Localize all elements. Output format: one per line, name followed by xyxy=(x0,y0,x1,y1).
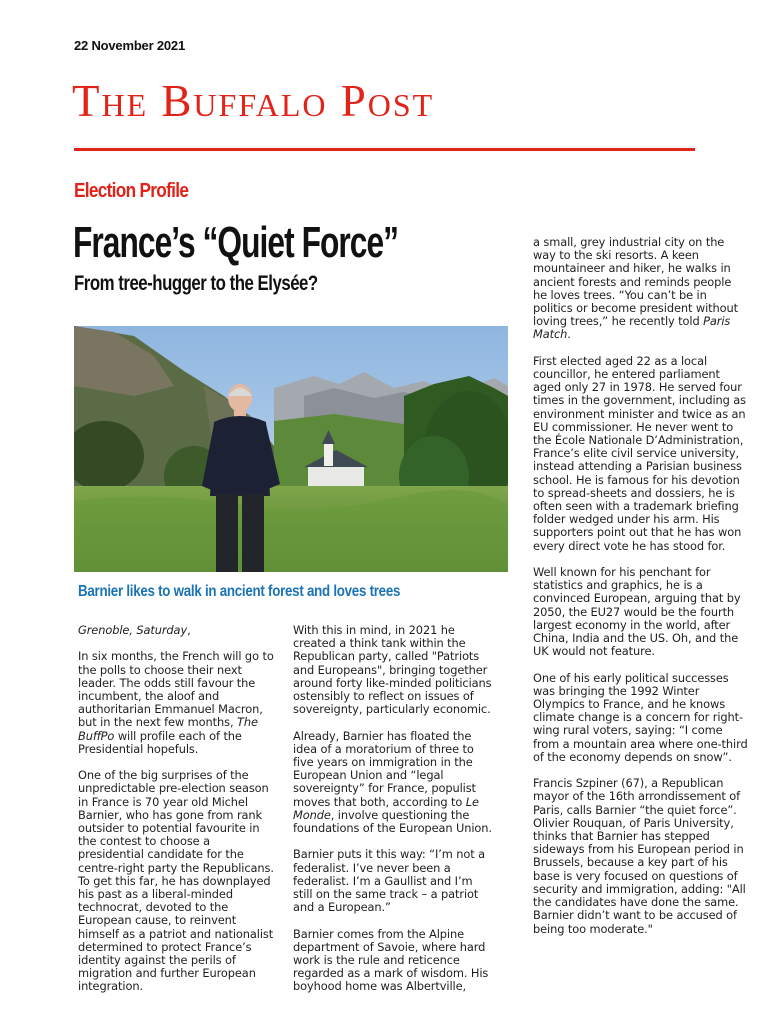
paragraph: One of his early political successes was bringing the 1992 Winter Olympics to France, and he knows climate change is a concern for right-wing rural voters, saying: “I come from a mountain area where one-third of the economy depends on snow”. xyxy=(533,670,748,764)
publication-name: Le Monde xyxy=(293,794,479,822)
paragraph: Barnier comes from the Alpine department of Savoie, where hard work is the rule and reticence regarded as a mark of wisdom. His boyhood home was Albertville, xyxy=(293,926,489,994)
paragraph: With this in mind, in 2021 he created a think tank within the Republican party, called "Patriots and Europeans", bringing together around forty like-minded politicians ostensibly to reflect on issues of sovereignty, particularly economic. xyxy=(293,623,492,717)
paragraph: Well known for his penchant for statistics and graphics, he is a convinced European, arguing that by 2050, the EU27 would be the fourth largest economy in the world, after China, India and the US. Oh, and the UK would not feature. xyxy=(533,565,741,659)
photo-caption: Barnier likes to walk in ancient forest and loves trees xyxy=(78,583,401,600)
article-column-1 xyxy=(78,624,274,1007)
article-dateline: Grenoble, Saturday xyxy=(78,623,188,637)
paragraph: Francis Szpiner (67), a Republican mayor of the 16th arrondissement of Paris, calls Barnier “the quiet force”. Olivier Rouquan, of Paris University, thinks that Barnier has stepped sideways from his European period in Brussels, because a key part of his base is very focused on questions of security and immigration, adding: "All the candidates have done the same. Barnier didn’t want to be accused of being too moderate." xyxy=(533,776,746,936)
publication-name: The BuffPo xyxy=(78,715,258,743)
article-standfirst: From tree-hugger to the Elysée? xyxy=(74,272,318,295)
dateline-separator: , xyxy=(187,623,191,637)
paragraph: Barnier puts it this way: “I’m not a federalist. I’ve never been a federalist. I’m a Gaullist and I’m still on the same track – a patriot and a European.” xyxy=(293,847,486,915)
issue-date: 22 November 2021 xyxy=(74,38,185,53)
newspaper-masthead: The Buffalo Post xyxy=(72,76,435,126)
article-column-2 xyxy=(293,624,493,1007)
paragraph: In six months, the French will go to the polls to choose their next leader. The odds still favour the incumbent, the aloof and authoritarian Emmanuel Macron, but in the next few months, The BuffPo will profile each of the Presidential hopefuls. xyxy=(78,649,274,756)
article-photo xyxy=(74,326,508,572)
paragraph: Already, Barnier has floated the idea of a moratorium of three to five years on immigration in the European Union and “legal sovereignty” for France, populist moves that both, according to Le Monde, involve questioning the foundations of the European Union. xyxy=(293,728,492,836)
paragraph: First elected aged 22 as a local councillor, he entered parliament aged only 27 in 1978. He served four times in the government, including as environment minister and twice as an EU commissioner. He never went to the École Nationale D’Administration, France’s elite civil service university, instead attending a Parisian business school. He is famous for his devotion to spread-sheets and dossiers, he is often seen with a trademark briefing folder wedged under his arm. His supporters point out that he has won every direct vote he has stood for. xyxy=(533,353,747,553)
paragraph: One of the big surprises of the unpredictable pre-election season in France is 70 year old Michel Barnier, who has gone from rank outsider to potential favourite in the contest to choose a presidential candidate for the centre-right party the Republicans. To get this far, he has downplayed his past as a liberal-minded technocrat, devoted to the European cause, to reinvent himself as a patriot and nationalist determined to protect France’s identity against the perils of migration and further European integration. xyxy=(78,768,274,994)
article-column-3 xyxy=(533,236,748,949)
section-label: Election Profile xyxy=(74,180,189,202)
masthead-rule xyxy=(74,148,695,151)
paragraph: a small, grey industrial city on the way to the ski resorts. A keen mountaineer and hiker, he walks in ancient forests and reminds people he loves trees. “You can’t be in politics or become president without loving trees,” he recently told Paris Match. xyxy=(533,235,738,342)
publication-name: Paris Match xyxy=(533,314,731,342)
article-headline: France’s “Quiet Force” xyxy=(73,218,399,267)
